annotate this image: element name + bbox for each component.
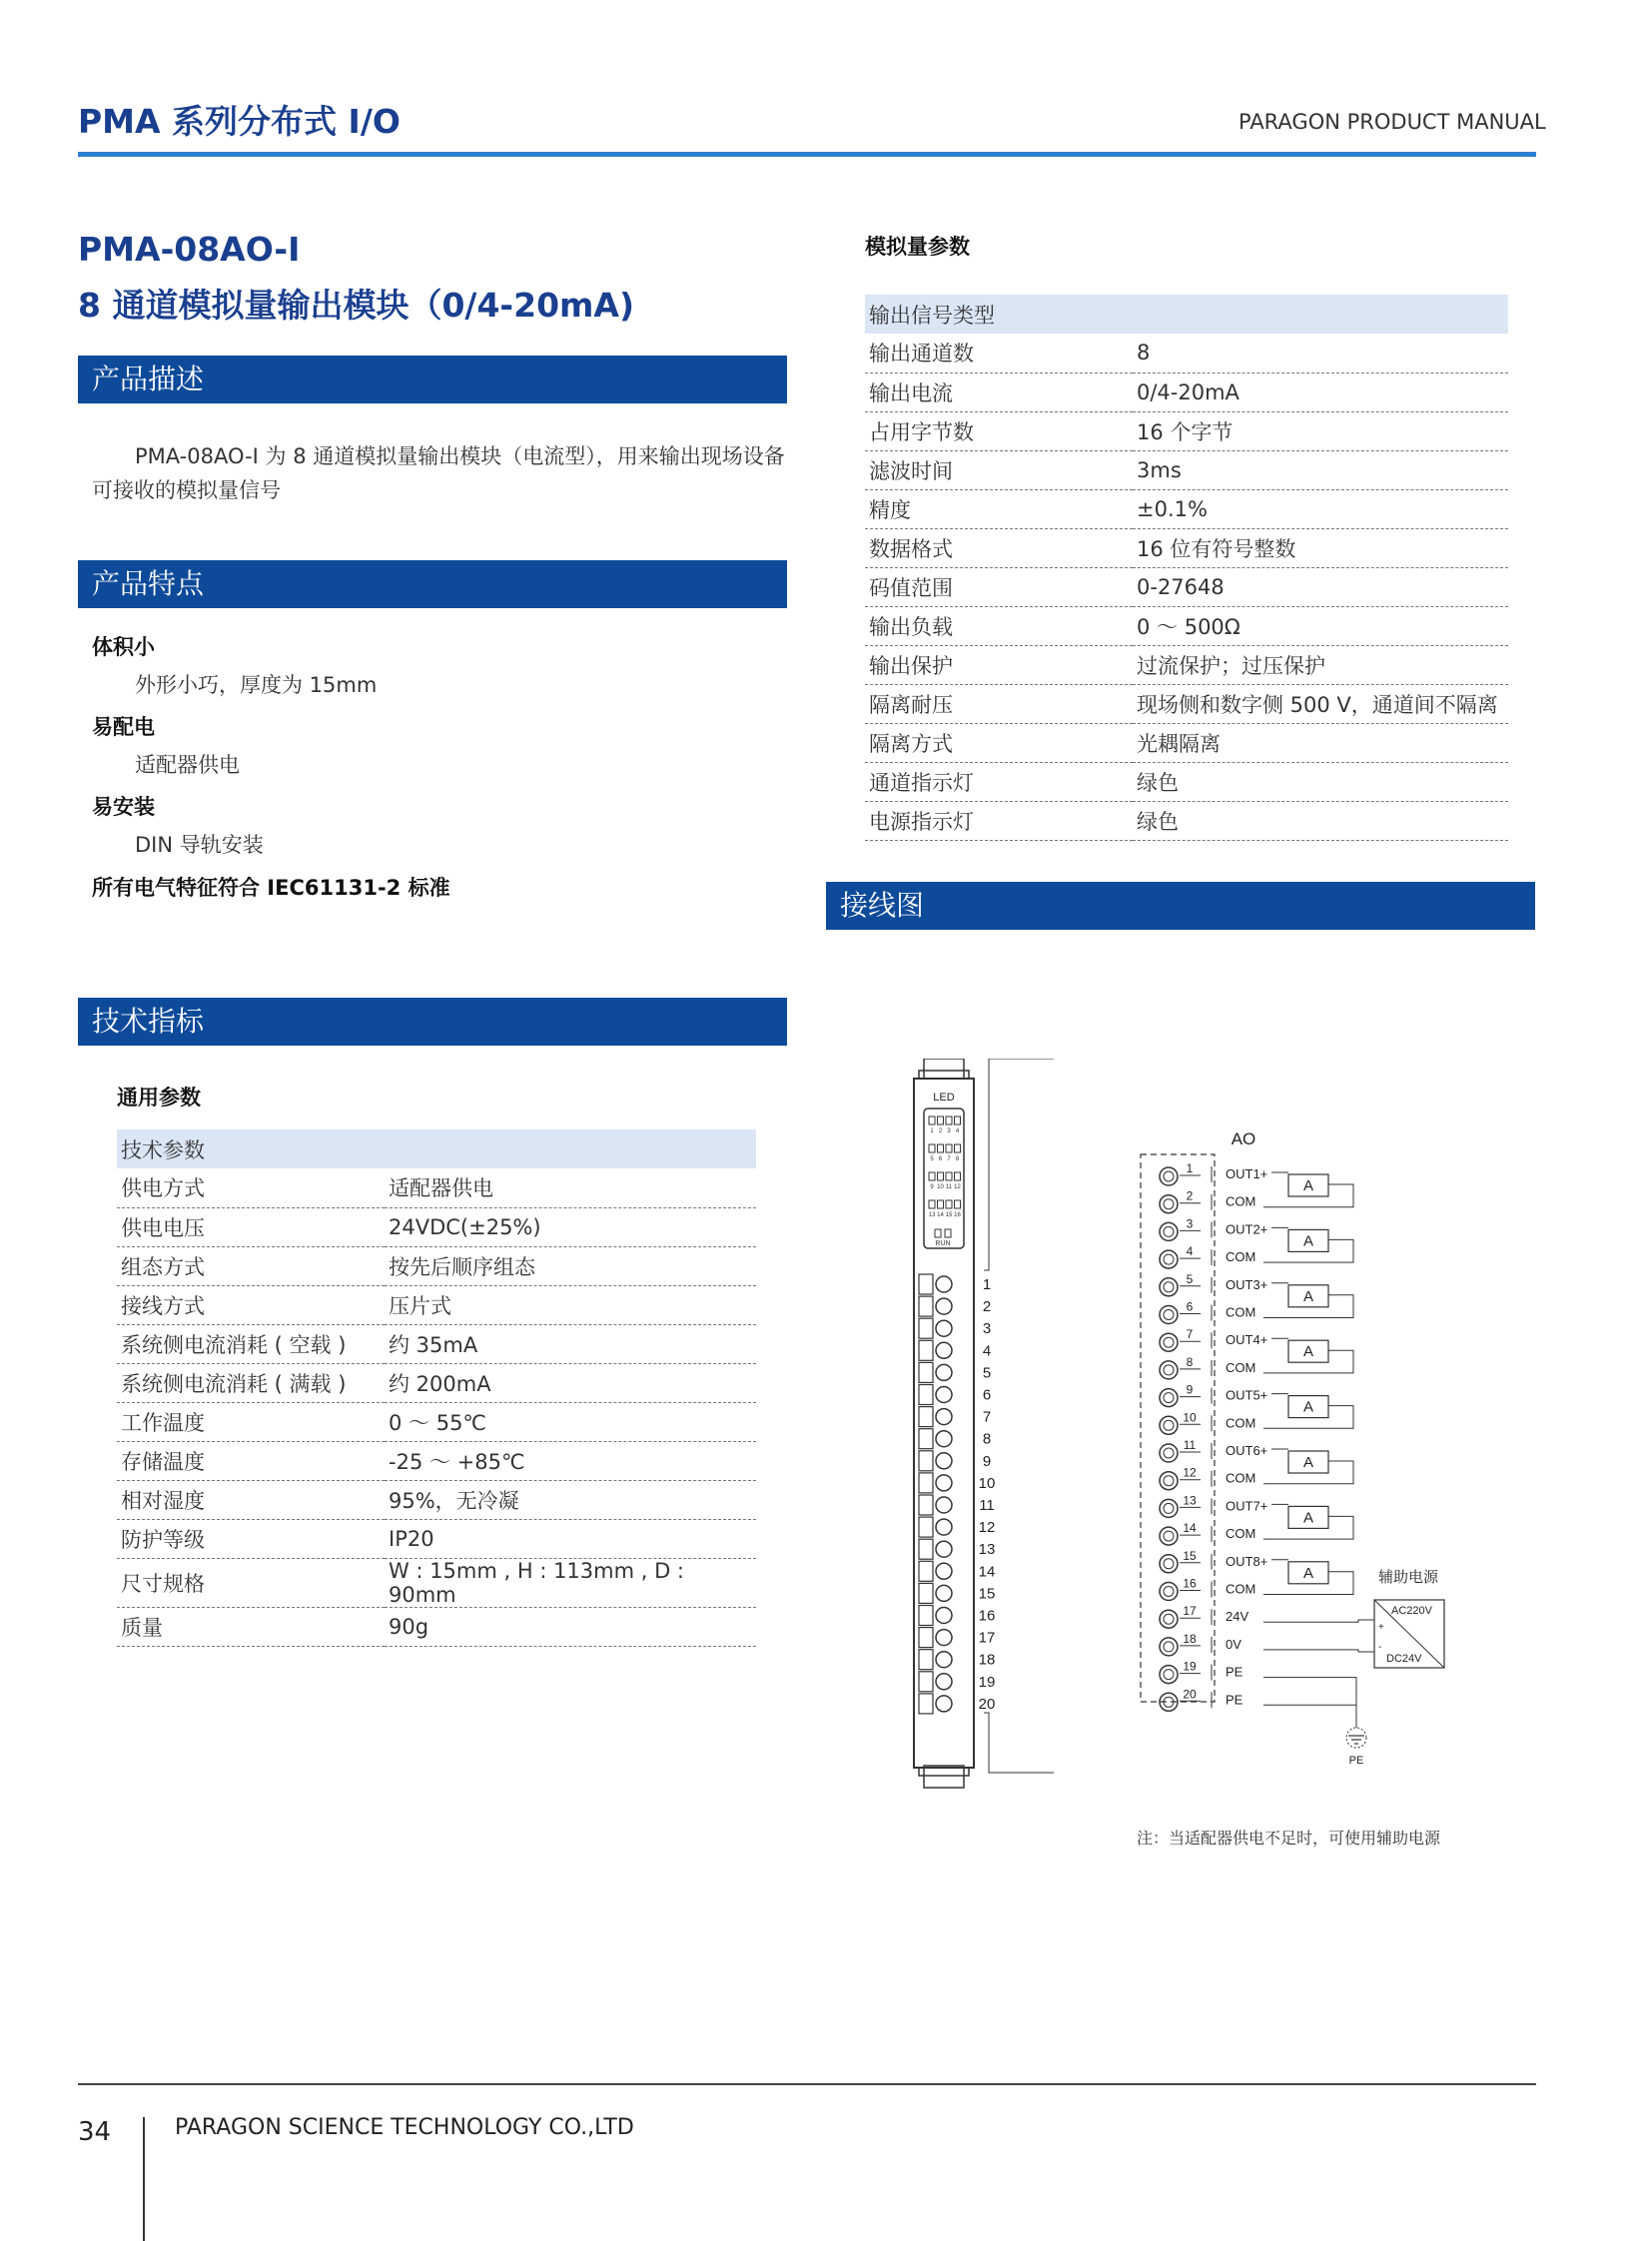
feature-desc: 适配器供电: [135, 753, 240, 777]
terminal-label: OUT7+: [1226, 1498, 1268, 1514]
param-value: 90g: [385, 1607, 756, 1646]
terminal-number: 3: [982, 1320, 992, 1338]
led-number: 1: [930, 1128, 934, 1134]
param-name: 供电电压: [117, 1207, 385, 1246]
terminal-screw: [1160, 1361, 1178, 1379]
product-model: PMA-08AO-I: [78, 230, 301, 269]
table-row: [117, 1402, 756, 1441]
param-value: 0-27648: [1133, 567, 1508, 606]
table-row: [117, 1363, 756, 1402]
terminal-screw-inner: [1164, 1282, 1174, 1292]
rail-clip-top: [924, 1059, 964, 1079]
terminal-screw-inner: [1164, 1476, 1174, 1486]
terminal-screw-inner: [1164, 1642, 1174, 1652]
param-name: 隔离耐压: [865, 684, 1133, 723]
terminal-number: 11: [979, 1497, 995, 1514]
terminal-number: 13: [1183, 1493, 1197, 1508]
terminal-screw: [1160, 1389, 1178, 1407]
table-row: [117, 1285, 756, 1324]
terminal-screw: [1160, 1555, 1178, 1573]
param-value: IP20: [385, 1519, 756, 1558]
ammeter-label: A: [1302, 1509, 1314, 1527]
param-name: 输出通道数: [865, 334, 1133, 373]
terminal-label: OUT2+: [1226, 1221, 1268, 1237]
param-value: 16 个字节: [1133, 411, 1508, 450]
param-value: 约 200mA: [385, 1363, 756, 1402]
terminal-label: COM: [1226, 1304, 1256, 1320]
terminal-screw-inner: [1164, 1337, 1174, 1347]
wiring-note: 注：当适配器供电不足时，可使用辅助电源: [1137, 1829, 1441, 1848]
terminal-number: 1: [1186, 1161, 1194, 1175]
terminal-clamp: [919, 1650, 933, 1670]
terminal-screw-inner: [1164, 1448, 1174, 1458]
led-number: 16: [954, 1212, 961, 1218]
terminal-number: 18: [1183, 1631, 1197, 1646]
terminal-number: 2: [982, 1298, 992, 1316]
param-name: 尺寸规格: [117, 1558, 385, 1607]
general-params-title: 通用参数: [117, 1086, 201, 1110]
led-label: LED: [933, 1092, 955, 1104]
param-name: 系统侧电流消耗 ( 满载 ): [117, 1363, 385, 1402]
terminal-clamp: [919, 1539, 933, 1559]
terminal-number: 15: [978, 1585, 996, 1603]
terminal-number: 1: [982, 1276, 992, 1293]
terminal-screw: [1160, 1527, 1178, 1545]
table-row: [117, 1441, 756, 1480]
terminal-number: 10: [1183, 1410, 1197, 1425]
section-bar-wiring: 接线图: [826, 882, 1535, 930]
param-value: 95%，无冷凝: [385, 1480, 756, 1519]
table-header-cell: 输出信号类型: [865, 295, 1508, 334]
section-bar-description: 产品描述: [78, 356, 787, 403]
param-value: 0/4-20mA: [1133, 373, 1508, 411]
terminal-screw: [1160, 1666, 1178, 1684]
ammeter-label: A: [1302, 1564, 1314, 1582]
aux-minus: -: [1378, 1642, 1382, 1653]
bracket-line: [984, 1059, 1054, 1270]
terminal-number: 17: [978, 1629, 996, 1647]
terminal-number: 8: [982, 1430, 992, 1448]
terminal-clamp: [919, 1628, 933, 1648]
terminal-screw-inner: [1164, 1254, 1174, 1264]
param-value: 光耦隔离: [1133, 723, 1508, 762]
param-name: 输出负载: [865, 606, 1133, 645]
aux-plus: +: [1378, 1622, 1384, 1633]
terminal-screw: [1160, 1222, 1178, 1240]
feature-desc: 外形小巧，厚度为 15mm: [135, 673, 378, 697]
table-row: [117, 1207, 756, 1246]
param-name: 存储温度: [117, 1441, 385, 1480]
table-row: [865, 450, 1508, 489]
terminal-label: OUT8+: [1226, 1553, 1268, 1569]
table-row: [117, 1607, 756, 1646]
terminal-label: OUT4+: [1226, 1332, 1268, 1348]
terminal-screw: [1160, 1278, 1178, 1296]
param-name: 精度: [865, 489, 1133, 528]
terminal-screw-inner: [1164, 1420, 1174, 1430]
table-row: [117, 1558, 756, 1607]
feature-desc: DIN 导轨安装: [135, 833, 264, 857]
terminal-number: 4: [982, 1342, 992, 1360]
terminal-number: 16: [978, 1607, 996, 1625]
terminal-clamp: [919, 1517, 933, 1537]
table-header-row: [117, 1129, 756, 1168]
terminal-clamp: [919, 1362, 933, 1382]
terminal-number: 5: [1186, 1271, 1194, 1286]
param-value: 绿色: [1133, 801, 1508, 840]
ammeter-label: A: [1302, 1398, 1314, 1416]
param-value: ±0.1%: [1133, 489, 1508, 528]
table-row: [865, 373, 1508, 411]
terminal-screw-inner: [1164, 1587, 1174, 1597]
terminal-screw: [1160, 1583, 1178, 1601]
terminal-clamp: [919, 1561, 933, 1581]
param-name: 电源指示灯: [865, 801, 1133, 840]
product-name: 8 通道模拟量输出模块（0/4-20mA): [78, 286, 635, 325]
terminal-number: 3: [1186, 1216, 1194, 1231]
terminal-number: 7: [982, 1408, 992, 1426]
param-name: 防护等级: [117, 1519, 385, 1558]
terminal-screw-inner: [1164, 1670, 1174, 1680]
terminal-screw-inner: [1164, 1559, 1174, 1569]
terminal-number: 9: [1186, 1382, 1194, 1397]
table-row: [865, 723, 1508, 762]
param-name: 数据格式: [865, 528, 1133, 567]
feature-title: 易配电: [92, 715, 155, 739]
led-number: 9: [930, 1184, 934, 1190]
param-value: W : 15mm , H : 113mm , D : 90mm: [385, 1558, 756, 1607]
terminal-clamp: [919, 1583, 933, 1603]
terminal-label: COM: [1226, 1193, 1256, 1209]
led-number: 4: [955, 1128, 960, 1134]
led-number: 15: [945, 1212, 953, 1218]
param-name: 质量: [117, 1607, 385, 1646]
param-value: 绿色: [1133, 762, 1508, 801]
param-value: 8: [1133, 334, 1508, 373]
terminal-number: 15: [1183, 1548, 1197, 1563]
terminal-screw-inner: [1164, 1531, 1174, 1541]
terminal-number: 5: [982, 1364, 992, 1382]
param-value: 按先后顺序组态: [385, 1246, 756, 1285]
terminal-number: 4: [1186, 1244, 1194, 1259]
terminal-number: 20: [978, 1695, 996, 1713]
param-value: 3ms: [1133, 450, 1508, 489]
terminal-clamp: [919, 1451, 933, 1471]
param-name: 码值范围: [865, 567, 1133, 606]
led-number: 11: [945, 1184, 953, 1190]
terminal-number: 13: [978, 1541, 996, 1559]
param-value: 压片式: [385, 1285, 756, 1324]
terminal-label: COM: [1226, 1415, 1256, 1431]
terminal-screw-inner: [1164, 1310, 1174, 1320]
param-value: 过流保护；过压保护: [1133, 645, 1508, 684]
led-number: 5: [930, 1156, 934, 1162]
param-name: 占用字节数: [865, 411, 1133, 450]
led-number: 12: [954, 1184, 961, 1190]
param-value: 约 35mA: [385, 1324, 756, 1363]
bracket-line: [984, 1713, 1054, 1773]
terminal-label: OUT6+: [1226, 1443, 1268, 1458]
terminal-screw: [1160, 1250, 1178, 1268]
led-number: 8: [955, 1156, 960, 1162]
terminal-label: COM: [1226, 1581, 1256, 1597]
aux-ac-label: AC220V: [1391, 1605, 1432, 1617]
param-value: 0 ～ 500Ω: [1133, 606, 1508, 645]
terminal-number: 9: [982, 1452, 992, 1470]
terminal-number: 17: [1183, 1604, 1197, 1619]
terminal-clamp: [919, 1274, 933, 1294]
aux-power-label: 辅助电源: [1378, 1569, 1439, 1586]
terminal-screw: [1160, 1610, 1178, 1628]
aux-dc-label: DC24V: [1386, 1653, 1422, 1665]
table-row: [117, 1324, 756, 1363]
led-number: 14: [937, 1212, 944, 1218]
table-row: [865, 606, 1508, 645]
footer-divider: [143, 2117, 145, 2241]
led-number: 7: [947, 1156, 951, 1162]
terminal-number: 12: [1183, 1465, 1197, 1480]
terminal-screw: [1160, 1499, 1178, 1517]
terminal-clamp: [919, 1694, 933, 1714]
terminal-label: COM: [1226, 1526, 1256, 1542]
terminal-clamp: [919, 1318, 933, 1338]
terminal-clamp: [919, 1340, 933, 1360]
param-name: 输出电流: [865, 373, 1133, 411]
terminal-number: 12: [978, 1519, 996, 1537]
param-name: 通道指示灯: [865, 762, 1133, 801]
section-bar-tech-specs: 技术指标: [78, 998, 787, 1046]
terminal-block: [1141, 1129, 1444, 1767]
param-value: 适配器供电: [385, 1168, 756, 1207]
terminal-label: COM: [1226, 1249, 1256, 1265]
param-name: 接线方式: [117, 1285, 385, 1324]
terminal-number: 11: [1183, 1438, 1197, 1452]
general-params-table: [117, 1129, 756, 1647]
param-value: -25 ～ +85℃: [385, 1441, 756, 1480]
header-rule: [78, 152, 1536, 157]
terminal-clamp: [919, 1429, 933, 1449]
compliance-statement: 所有电气特征符合 IEC61131-2 标准: [92, 876, 450, 900]
table-row: [865, 801, 1508, 840]
terminal-number: 10: [978, 1474, 996, 1492]
table-row: [117, 1519, 756, 1558]
param-value: 现场侧和数字侧 500 V，通道间不隔离: [1133, 684, 1508, 723]
table-row: [117, 1246, 756, 1285]
terminal-number: 8: [1186, 1354, 1194, 1369]
terminal-clamp: [919, 1606, 933, 1626]
table-header-cell: 技术参数: [117, 1129, 756, 1168]
terminal-number: 14: [978, 1563, 996, 1581]
param-name: 隔离方式: [865, 723, 1133, 762]
table-row: [865, 528, 1508, 567]
series-title: PMA 系列分布式 I/O: [78, 102, 401, 141]
terminal-label: OUT5+: [1226, 1387, 1268, 1403]
terminal-label: 0V: [1226, 1636, 1241, 1652]
terminal-screw: [1160, 1416, 1178, 1434]
analog-params-table: [865, 295, 1508, 841]
terminal-clamp: [919, 1473, 933, 1493]
param-name: 滤波时间: [865, 450, 1133, 489]
param-name: 工作温度: [117, 1402, 385, 1441]
table-row: [865, 334, 1508, 373]
param-name: 供电方式: [117, 1168, 385, 1207]
terminal-label: PE: [1226, 1664, 1243, 1680]
param-value: 24VDC(±25%): [385, 1207, 756, 1246]
io-module: [914, 1059, 1054, 1788]
ammeter-label: A: [1302, 1343, 1314, 1361]
led-number: 3: [947, 1128, 951, 1134]
wire: [1263, 1650, 1374, 1652]
ammeter-label: A: [1302, 1287, 1314, 1305]
table-row: [865, 762, 1508, 801]
description-text: PMA-08AO-I 为 8 通道模拟量输出模块（电流型），用来输出现场设备可接收的模拟量信号: [92, 444, 785, 502]
section-bar-features: 产品特点: [78, 560, 787, 608]
manual-name: PARAGON PRODUCT MANUAL: [1239, 110, 1546, 134]
wire: [1263, 1678, 1356, 1728]
terminal-clamp: [919, 1296, 933, 1316]
pe-label: PE: [1348, 1755, 1364, 1767]
wiring-diagram: [879, 1059, 1498, 1798]
terminal-label: COM: [1226, 1470, 1256, 1486]
terminal-number: 14: [1183, 1521, 1197, 1536]
analog-params-title: 模拟量参数: [865, 235, 970, 259]
terminal-number: 6: [1186, 1299, 1194, 1314]
table-row: [865, 489, 1508, 528]
led-number: 6: [938, 1156, 943, 1162]
led-number: 10: [937, 1184, 944, 1190]
terminal-screw-inner: [1164, 1614, 1174, 1624]
terminal-clamp: [919, 1672, 933, 1692]
terminal-screw-inner: [1164, 1171, 1174, 1181]
led-number: 13: [928, 1212, 936, 1218]
ammeter-label: A: [1302, 1454, 1314, 1471]
param-name: 输出保护: [865, 645, 1133, 684]
terminal-label: PE: [1226, 1692, 1243, 1708]
page-number: 34: [78, 2117, 112, 2147]
terminal-clamp: [919, 1495, 933, 1515]
terminal-screw: [1160, 1638, 1178, 1656]
param-name: 组态方式: [117, 1246, 385, 1285]
terminal-number: 20: [1183, 1687, 1197, 1702]
table-row: [865, 684, 1508, 723]
param-name: 相对湿度: [117, 1480, 385, 1519]
led-number: 2: [938, 1128, 943, 1134]
run-label: RUN: [935, 1240, 951, 1247]
terminal-screw: [1160, 1306, 1178, 1324]
terminal-number: 16: [1183, 1576, 1197, 1591]
table-row: [865, 567, 1508, 606]
terminal-screw: [1160, 1167, 1178, 1185]
ao-label: AO: [1231, 1129, 1256, 1148]
terminal-screw: [1160, 1195, 1178, 1213]
table-row: [117, 1168, 756, 1207]
terminal-screw-inner: [1164, 1199, 1174, 1209]
param-name: 系统侧电流消耗 ( 空载 ): [117, 1324, 385, 1363]
feature-title: 体积小: [92, 635, 155, 659]
table-header-row: [865, 295, 1508, 334]
terminal-clamp: [919, 1407, 933, 1427]
rail-clip-bottom: [924, 1766, 964, 1788]
terminal-label: 24V: [1226, 1609, 1249, 1625]
feature-title: 易安装: [92, 795, 155, 819]
terminal-screw-inner: [1164, 1226, 1174, 1236]
terminal-number: 19: [978, 1673, 996, 1691]
terminal-screw-inner: [1164, 1393, 1174, 1403]
table-row: [865, 645, 1508, 684]
table-row: [117, 1480, 756, 1519]
terminal-screw-inner: [1164, 1503, 1174, 1513]
terminal-number: 7: [1186, 1327, 1194, 1342]
terminal-screw: [1160, 1444, 1178, 1462]
terminal-number: 2: [1186, 1188, 1194, 1203]
param-value: 16 位有符号整数: [1133, 528, 1508, 567]
wire: [1263, 1620, 1374, 1622]
terminal-number: 18: [978, 1651, 996, 1669]
footer-rule: [78, 2083, 1536, 2085]
terminal-label: OUT3+: [1226, 1276, 1268, 1292]
company-name: PARAGON SCIENCE TECHNOLOGY CO.,LTD: [175, 2115, 634, 2140]
terminal-label: OUT1+: [1226, 1166, 1268, 1181]
param-value: 0 ～ 55℃: [385, 1402, 756, 1441]
terminal-screw: [1160, 1472, 1178, 1490]
terminal-number: 19: [1183, 1659, 1197, 1674]
terminal-screw-inner: [1164, 1365, 1174, 1375]
ammeter-label: A: [1302, 1232, 1314, 1250]
ground-icon: [1346, 1728, 1366, 1748]
terminal-screw: [1160, 1333, 1178, 1351]
terminal-label: COM: [1226, 1359, 1256, 1375]
terminal-clamp: [919, 1385, 933, 1405]
terminal-number: 6: [982, 1386, 992, 1404]
table-row: [865, 411, 1508, 450]
ammeter-label: A: [1302, 1177, 1314, 1194]
